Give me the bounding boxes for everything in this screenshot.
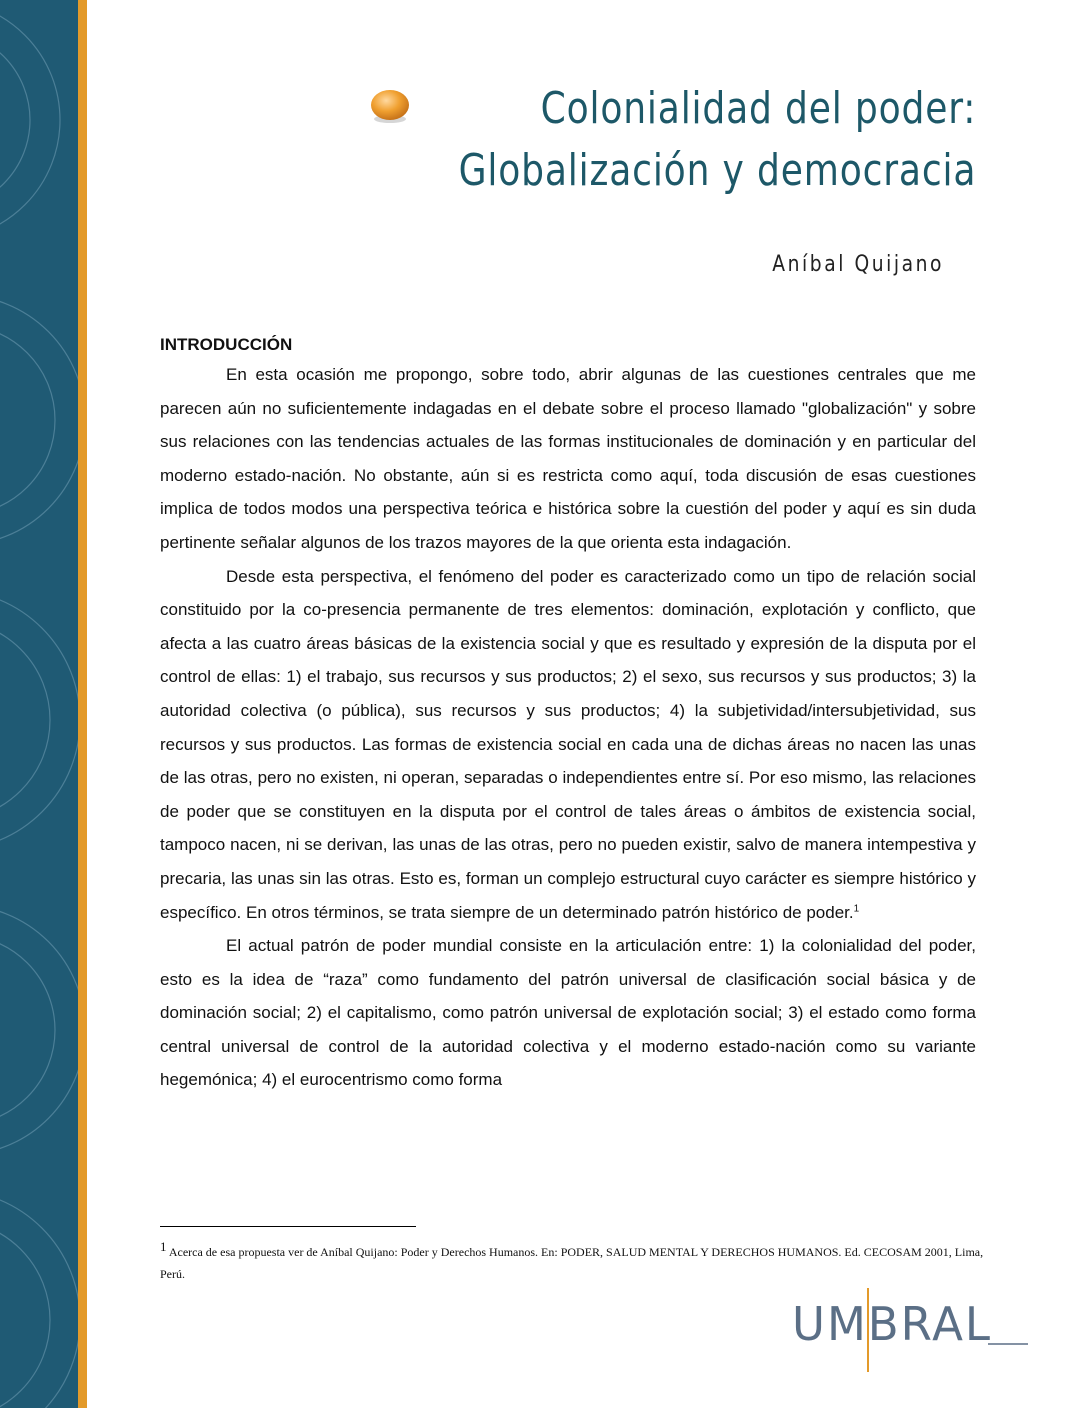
logo-wordmark: UMBRAL	[792, 1297, 992, 1351]
title-line-2: Globalización y democracia	[458, 145, 976, 196]
orange-bullet-icon	[368, 88, 412, 126]
decorative-orange-stripe	[78, 0, 87, 1408]
umbral-logo	[792, 1268, 1032, 1378]
decorative-side-band	[0, 0, 78, 1408]
title-line-1: Colonialidad del poder:	[540, 83, 976, 134]
author-name: Aníbal Quijano	[772, 252, 944, 277]
footnote-separator	[160, 1226, 416, 1227]
section-heading: INTRODUCCIÓN	[160, 335, 293, 354]
side-band-arcs	[0, 0, 78, 1408]
paragraph-1: En esta ocasión me propongo, sobre todo, abrir algunas de las cuestiones centrales que me parecen aún no suficientemente indagadas en el debate sobre el proceso llamado "globalización" y sobre sus relaciones con las tendencias actuales de las formas institucionales de dominación y en particular del moderno estado-nación. No obstante, aún si es restricta como aquí, toda discusión de esas cuestiones implica de todos modos una perspectiva teórica e histórica sobre la cuestión del poder y aquí es sin duda pertinente señalar algunos de los trazos mayores de la que orienta esta indagación.	[160, 365, 976, 552]
footnote-number: 1	[160, 1239, 167, 1254]
footnote-reference[interactable]: 1	[853, 902, 860, 914]
footnote-text: Acerca de esa propuesta ver de Aníbal Quijano: Poder y Derechos Humanos. En: PODER, SALUD MENTAL Y DERECHOS HUMANOS. Ed. CECOSAM 2001, Lima, Perú.	[160, 1245, 984, 1281]
paragraph-2	[160, 560, 976, 930]
body-text	[160, 332, 976, 1097]
document-title	[458, 78, 976, 202]
stripe-gap	[87, 0, 90, 1408]
paragraph-2-text: Desde esta perspectiva, el fenómeno del poder es caracterizado como un tipo de relación social constituido por la co-presencia permanente de tres elementos: dominación, explotación y conflicto, que afecta a las cuatro áreas básicas de la existencia social y que es resultado y expresión de la disputa por el control de ellas: 1) el trabajo, sus recursos y sus productos; 2) el sexo, sus recursos y sus productos; 3) la autoridad colectiva (o pública), sus recursos y sus productos; 4) la subjetividad/intersubjetividad, sus recursos y sus productos. Las formas de existencia social en cada una de dichas áreas no nacen las unas de las otras, pero no existen, ni operan, separadas o independientes entre sí. Por eso mismo, las relaciones de poder que se constituyen en la disputa por el control de tales áreas o ámbitos de existencia social, tampoco nacen, ni se derivan, las unas de las otras, pero no pueden existir, salvo de manera intempestiva y precaria, las unas sin las otras. Esto es, forman un complejo estructural cuyo carácter es siempre histórico y específico. En otros términos, se trata siempre de un determinado patrón histórico de poder.	[160, 566, 976, 922]
paragraph-3: El actual patrón de poder mundial consiste en la articulación entre: 1) la colonialidad del poder, esto es la idea de “raza” como fundamento del patrón universal de clasificación social básica y de dominación social; 2) el capitalismo, como patrón universal de explotación social; 3) el estado como forma central universal de control de la autoridad colectiva y el moderno estado-nación como su variante hegemónica; 4) el eurocentrismo como forma	[160, 936, 976, 1090]
